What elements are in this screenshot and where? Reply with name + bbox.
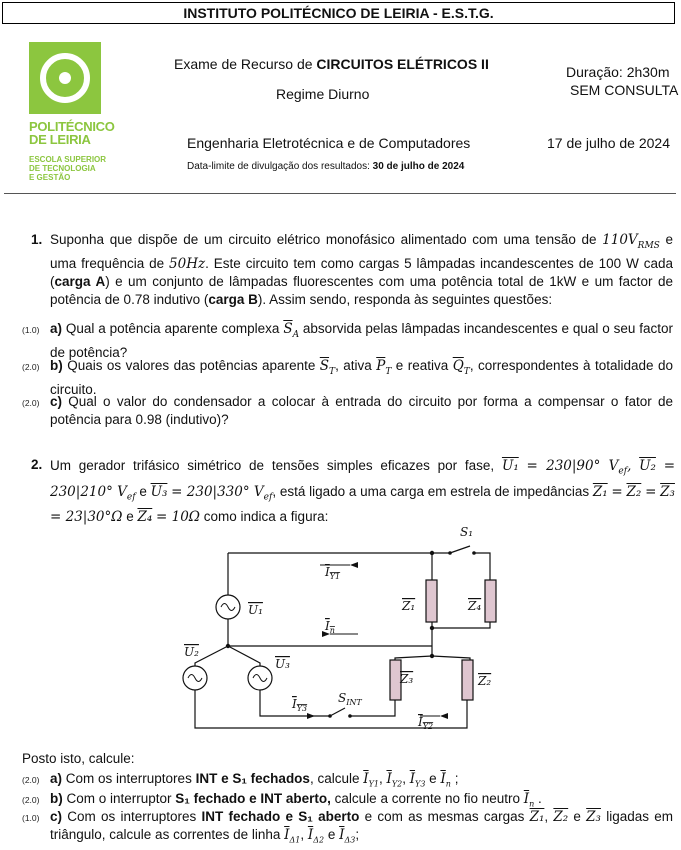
q2-intro: Um gerador trifásico simétrico de tensões simples eficazes por fase, U₁ = 230|90° $V_{ef}$, U₂ = 230|210° $V_{ef}$ e U₃ = 230|330° $V_{ef}$, está ligado a uma carga em estrela de impedâncias Z₁ = Z₂ = Z₃ = 23|30°Ω e Z₄ = 10Ω como indica a figura: xyxy=(50,458,675,526)
fig-label-iy3: $I_{Y3}$ xyxy=(292,697,308,713)
q1c-text: c) Qual o valor do condensador a colocar à entrada do circuito por forma a compensar o fator de potência para 0.98 (indutivo)? xyxy=(50,394,673,428)
exam-course: Engenharia Eletrotécnica e de Computadores xyxy=(187,135,471,151)
q2b-text: b) Com o interruptor S₁ fechado e INT aberto, calcule a corrente no fio neutro $\overline{I}_n$ . xyxy=(50,791,542,809)
logo-subtext: ESCOLA SUPERIOR DE TECNOLOGIA E GESTÃO xyxy=(29,155,107,182)
divider xyxy=(4,193,676,194)
q2a-points: (2.0) xyxy=(22,775,40,785)
fig-label-u1: U₁ xyxy=(248,603,263,617)
exam-consult: SEM CONSULTA xyxy=(570,82,679,98)
exam-regime: Regime Diurno xyxy=(276,86,370,102)
fig-label-s1: S₁ xyxy=(460,525,474,539)
fig-label-iy1: $I_{Y1}$ xyxy=(325,565,341,581)
institution-header: INSTITUTO POLITÉCNICO DE LEIRIA - E.S.T.G. xyxy=(2,2,675,24)
fig-label-in: $I_n$ xyxy=(325,619,335,635)
exam-deadline: Data-limite de divulgação dos resultados: 30 de julho de 2024 xyxy=(187,161,465,172)
fig-label-u2: U₂ xyxy=(184,645,199,659)
logo-dot-icon xyxy=(59,72,71,84)
fig-label-z1: Z₁ xyxy=(402,599,416,613)
q1a-points: (1.0) xyxy=(22,325,40,335)
fig-label-z2: Z₂ xyxy=(478,674,492,688)
logo-text: POLITÉCNICO DE LEIRIA xyxy=(29,119,115,147)
q2-number: 2. xyxy=(31,457,43,472)
q1b-points: (2.0) xyxy=(22,362,40,372)
q1c-points: (2.0) xyxy=(22,398,40,408)
q1-intro: Suponha que dispõe de um circuito elétrico monofásico alimentado com uma tensão de $110V_{RMS}$ e uma frequência de 50Hz. Este circuito tem como cargas 5 lâmpadas incandescentes de 100 W cada (carga A) e um conjunto de lâmpadas fluorescentes com uma potência total de 1kW e um factor de potência de 0.78 indutivo (carga B). Assim sendo, responda às seguintes questões: xyxy=(50,232,673,308)
exam-date: 17 de julho de 2024 xyxy=(547,135,670,151)
q2c-text: c) Com os interruptores INT fechado e S₁ aberto e com as mesmas cargas Z₁, Z₂ e Z₃ ligadas em triângulo, calcule as correntes de linha $\overline{I}_{\Delta 1}$, $\overline{I}_{\Delta 2}$ e $\overline{I}_{\Delta 3}$; xyxy=(50,809,673,845)
exam-title: Exame de Recurso de CIRCUITOS ELÉTRICOS II xyxy=(174,56,489,72)
fig-label-z4: Z₄ xyxy=(468,599,482,613)
fig-label-iy2: $I_{Y2}$ xyxy=(418,715,434,731)
circuit-diagram xyxy=(170,518,510,738)
q2-posto: Posto isto, calcule: xyxy=(22,751,135,766)
exam-duration: Duração: 2h30m xyxy=(566,64,670,80)
q2a-text: a) Com os interruptores INT e S₁ fechados, calcule $\overline{I}_{Y1}$, $\overline{I}_{Y2}$, $\overline{I}_{Y3}$ e $\overline{I}_n$ ; xyxy=(50,771,459,789)
q1a-text: a) Qual a potência aparente complexa $\overline{S}_A$ absorvida pelas lâmpadas incandescentes e qual o seu factor de potência? xyxy=(50,321,674,360)
q2b-points: (2.0) xyxy=(22,795,40,805)
fig-label-sint: $S_{INT}$ xyxy=(338,691,362,707)
q2c-points: (1.0) xyxy=(22,813,40,823)
q1b-text: b) Quais os valores das potências aparente $\overline{S}_T$, ativa $\overline{P}_T$ e reativa $\overline{Q}_T$, correspondentes à totalidade do circuito. xyxy=(50,358,673,397)
fig-label-z3: Z₃ xyxy=(400,672,414,686)
fig-label-u3: U₃ xyxy=(275,657,290,671)
logo xyxy=(29,42,101,114)
q1-number: 1. xyxy=(31,232,43,247)
